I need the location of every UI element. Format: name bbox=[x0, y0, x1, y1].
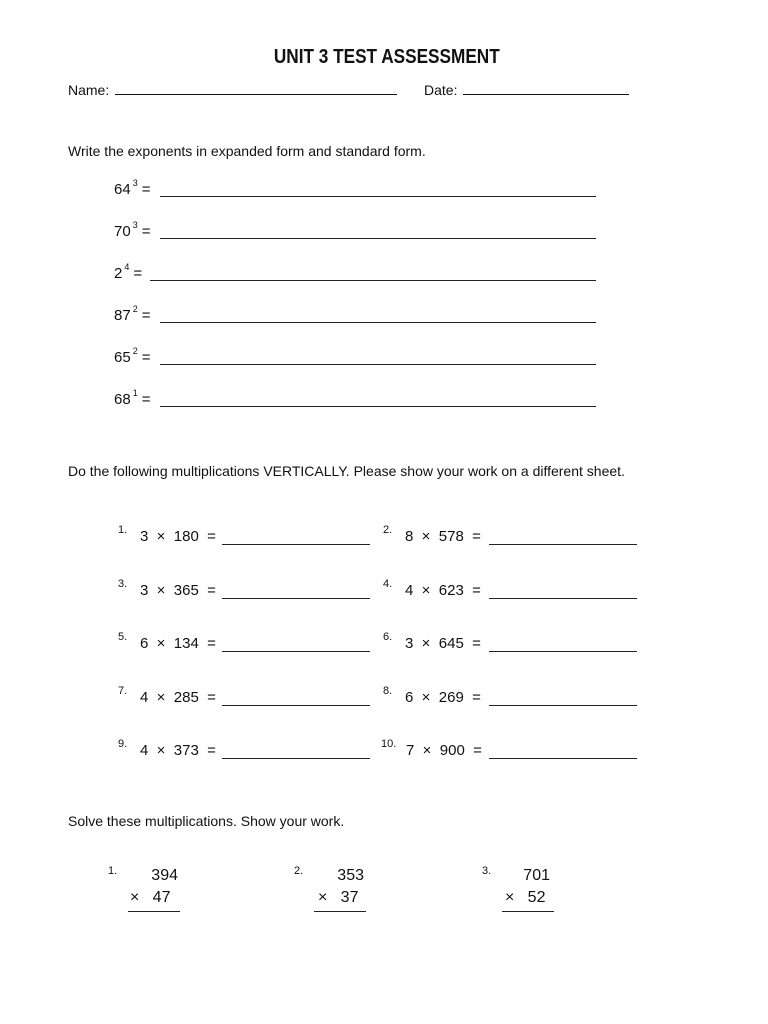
multiplication-expression: 3 × 180 = bbox=[140, 528, 216, 545]
item-number: 1. bbox=[108, 865, 118, 877]
answer-line[interactable] bbox=[489, 651, 637, 652]
item-number: 2. bbox=[294, 865, 304, 877]
item-number: 7. bbox=[118, 685, 128, 697]
multiplication-expression: 8 × 578 = bbox=[405, 528, 481, 545]
name-blank[interactable] bbox=[115, 82, 397, 95]
exponent-row bbox=[114, 264, 142, 286]
multiplication-expression: 3 × 645 = bbox=[405, 635, 481, 652]
answer-line[interactable] bbox=[160, 322, 596, 323]
exponent-power: 2 bbox=[132, 304, 138, 314]
equals-sign: = bbox=[141, 181, 151, 198]
item-number: 6. bbox=[383, 631, 393, 643]
answer-line[interactable] bbox=[222, 705, 370, 706]
equals-sign: = bbox=[141, 349, 151, 366]
answer-line[interactable] bbox=[222, 544, 370, 545]
equals-sign: = bbox=[141, 223, 151, 240]
exponent-power: 3 bbox=[132, 220, 138, 230]
item-number: 2. bbox=[383, 524, 393, 536]
multiplication-expression: 4 × 373 = bbox=[140, 742, 216, 759]
item-number: 9. bbox=[118, 738, 128, 750]
date-field bbox=[424, 82, 629, 98]
answer-line[interactable] bbox=[160, 238, 596, 239]
answer-rule bbox=[502, 911, 554, 912]
item-number: 3. bbox=[118, 578, 128, 590]
section1-instruction: Write the exponents in expanded form and standard form. bbox=[68, 143, 426, 159]
date-label: Date: bbox=[424, 82, 458, 98]
exponent-base: 87 bbox=[114, 307, 131, 324]
exponent-power: 4 bbox=[124, 262, 130, 272]
multiplier: × 37 bbox=[318, 889, 359, 906]
section2-instruction: Do the following multiplications VERTICALLY. Please show your work on a different sheet. bbox=[68, 463, 625, 479]
exponent-row bbox=[114, 390, 150, 412]
answer-line[interactable] bbox=[150, 280, 596, 281]
answer-line[interactable] bbox=[489, 705, 637, 706]
answer-line[interactable] bbox=[222, 598, 370, 599]
exponent-row bbox=[114, 348, 150, 370]
exponent-base: 65 bbox=[114, 349, 131, 366]
exponent-power: 1 bbox=[132, 388, 138, 398]
date-blank[interactable] bbox=[463, 82, 629, 95]
multiplication-expression: 4 × 285 = bbox=[140, 689, 216, 706]
answer-line[interactable] bbox=[160, 364, 596, 365]
item-number: 3. bbox=[482, 865, 492, 877]
item-number: 8. bbox=[383, 685, 393, 697]
exponent-row bbox=[114, 180, 150, 202]
answer-line[interactable] bbox=[489, 544, 637, 545]
multiplication-expression: 3 × 365 = bbox=[140, 582, 216, 599]
page-title: UNIT 3 TEST ASSESSMENT bbox=[273, 46, 500, 68]
exponent-base: 2 bbox=[114, 265, 123, 282]
item-number: 5. bbox=[118, 631, 128, 643]
answer-line[interactable] bbox=[160, 406, 596, 407]
exponent-row bbox=[114, 222, 150, 244]
answer-line[interactable] bbox=[160, 196, 596, 197]
exponent-row bbox=[114, 306, 150, 328]
equals-sign: = bbox=[141, 307, 151, 324]
equals-sign: = bbox=[133, 265, 143, 282]
exponent-power: 2 bbox=[132, 346, 138, 356]
name-label: Name: bbox=[68, 82, 110, 98]
equals-sign: = bbox=[141, 391, 151, 408]
multiplicand: 394 bbox=[151, 867, 178, 884]
multiplicand: 701 bbox=[523, 867, 550, 884]
multiplicand: 353 bbox=[337, 867, 364, 884]
name-field bbox=[68, 82, 397, 98]
exponent-base: 68 bbox=[114, 391, 131, 408]
multiplication-expression: 4 × 623 = bbox=[405, 582, 481, 599]
answer-line[interactable] bbox=[489, 758, 637, 759]
answer-line[interactable] bbox=[222, 651, 370, 652]
answer-line[interactable] bbox=[222, 758, 370, 759]
multiplication-expression: 6 × 269 = bbox=[405, 689, 481, 706]
item-number: 10. bbox=[381, 738, 397, 750]
answer-line[interactable] bbox=[489, 598, 637, 599]
multiplier: × 52 bbox=[505, 889, 546, 906]
multiplier: × 47 bbox=[130, 889, 171, 906]
item-number: 1. bbox=[118, 524, 128, 536]
item-number: 4. bbox=[383, 578, 393, 590]
exponent-base: 70 bbox=[114, 223, 131, 240]
answer-rule bbox=[128, 911, 180, 912]
exponent-power: 3 bbox=[132, 178, 138, 188]
section3-instruction: Solve these multiplications. Show your work. bbox=[68, 813, 345, 829]
multiplication-expression: 6 × 134 = bbox=[140, 635, 216, 652]
exponent-base: 64 bbox=[114, 181, 131, 198]
multiplication-expression: 7 × 900 = bbox=[406, 742, 482, 759]
answer-rule bbox=[314, 911, 366, 912]
